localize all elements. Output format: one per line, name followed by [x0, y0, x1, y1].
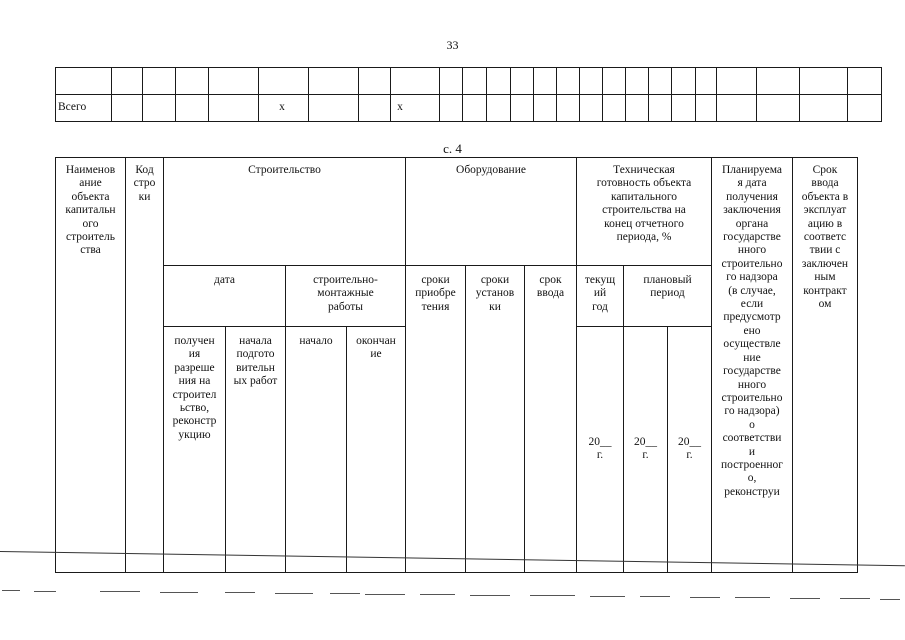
- section-title: с. 4: [443, 141, 462, 156]
- scan-dash: [840, 598, 870, 599]
- total-label: Всего: [58, 101, 87, 113]
- scan-dash: [880, 599, 900, 600]
- scan-dash: [365, 594, 405, 595]
- scan-dash: [34, 591, 56, 592]
- scan-dash: [160, 592, 198, 593]
- header-year-plan-2: 20__ г.: [678, 436, 701, 462]
- header-end: окончан ие: [356, 335, 396, 361]
- scan-dash: [2, 590, 20, 591]
- header-object-name: Наименов ание объекта капитальн ого строитель ства: [65, 164, 116, 257]
- header-permit: получен ия разреше ния на строител ьство, реконстр укцию: [172, 335, 217, 441]
- header-start: начало: [299, 335, 333, 347]
- scan-dash: [100, 591, 140, 592]
- scan-dash: [640, 596, 670, 597]
- header-install-terms: сроки установ ки: [475, 274, 515, 313]
- scan-dash: [530, 595, 575, 596]
- scan-dash: [790, 598, 820, 599]
- scan-dash: [420, 594, 455, 595]
- header-construction: Строительство: [248, 164, 321, 176]
- header-planned-conclusion-date: Планируема я дата получения заключения органа государстве нного строительно го надзора (в случае, если предусмотр ено осуществле ние государстве нного строительно го надзора) о соответстви и построенног о, реконструи: [721, 164, 783, 498]
- header-line-code: Код стро ки: [133, 164, 156, 203]
- scan-dash: [330, 593, 360, 594]
- scan-dash: [470, 595, 510, 596]
- scan-dash: [690, 597, 720, 598]
- header-year-plan-1: 20__ г.: [634, 436, 657, 462]
- header-date: дата: [214, 274, 235, 286]
- page-number: 33: [446, 38, 459, 52]
- scan-dash: [735, 597, 770, 598]
- header-plan-period: плановый период: [643, 274, 692, 300]
- header-purchase-terms: сроки приобре тения: [415, 274, 456, 313]
- header-prep-start: начала подгото вительн ых работ: [233, 335, 278, 388]
- header-input-term: срок ввода: [536, 274, 565, 300]
- header-year-current: 20__ г.: [588, 436, 612, 462]
- header-commissioning-term: Срок ввода объекта в эксплуат ацию в соответс твии с заключен ным контракт ом: [801, 164, 849, 311]
- header-equipment: Оборудование: [456, 164, 526, 176]
- x-mark: х: [279, 101, 285, 113]
- header-construction-works: строительно- монтажные работы: [313, 274, 378, 313]
- x-mark: х: [397, 101, 403, 113]
- header-technical-readiness: Техническая готовность объекта капитального строительства на конец отчетного периода, %: [596, 164, 692, 244]
- scan-dash: [225, 592, 255, 593]
- scan-dash: [275, 593, 313, 594]
- header-current-year: текущ ий год: [584, 274, 616, 313]
- scan-dash: [590, 596, 625, 597]
